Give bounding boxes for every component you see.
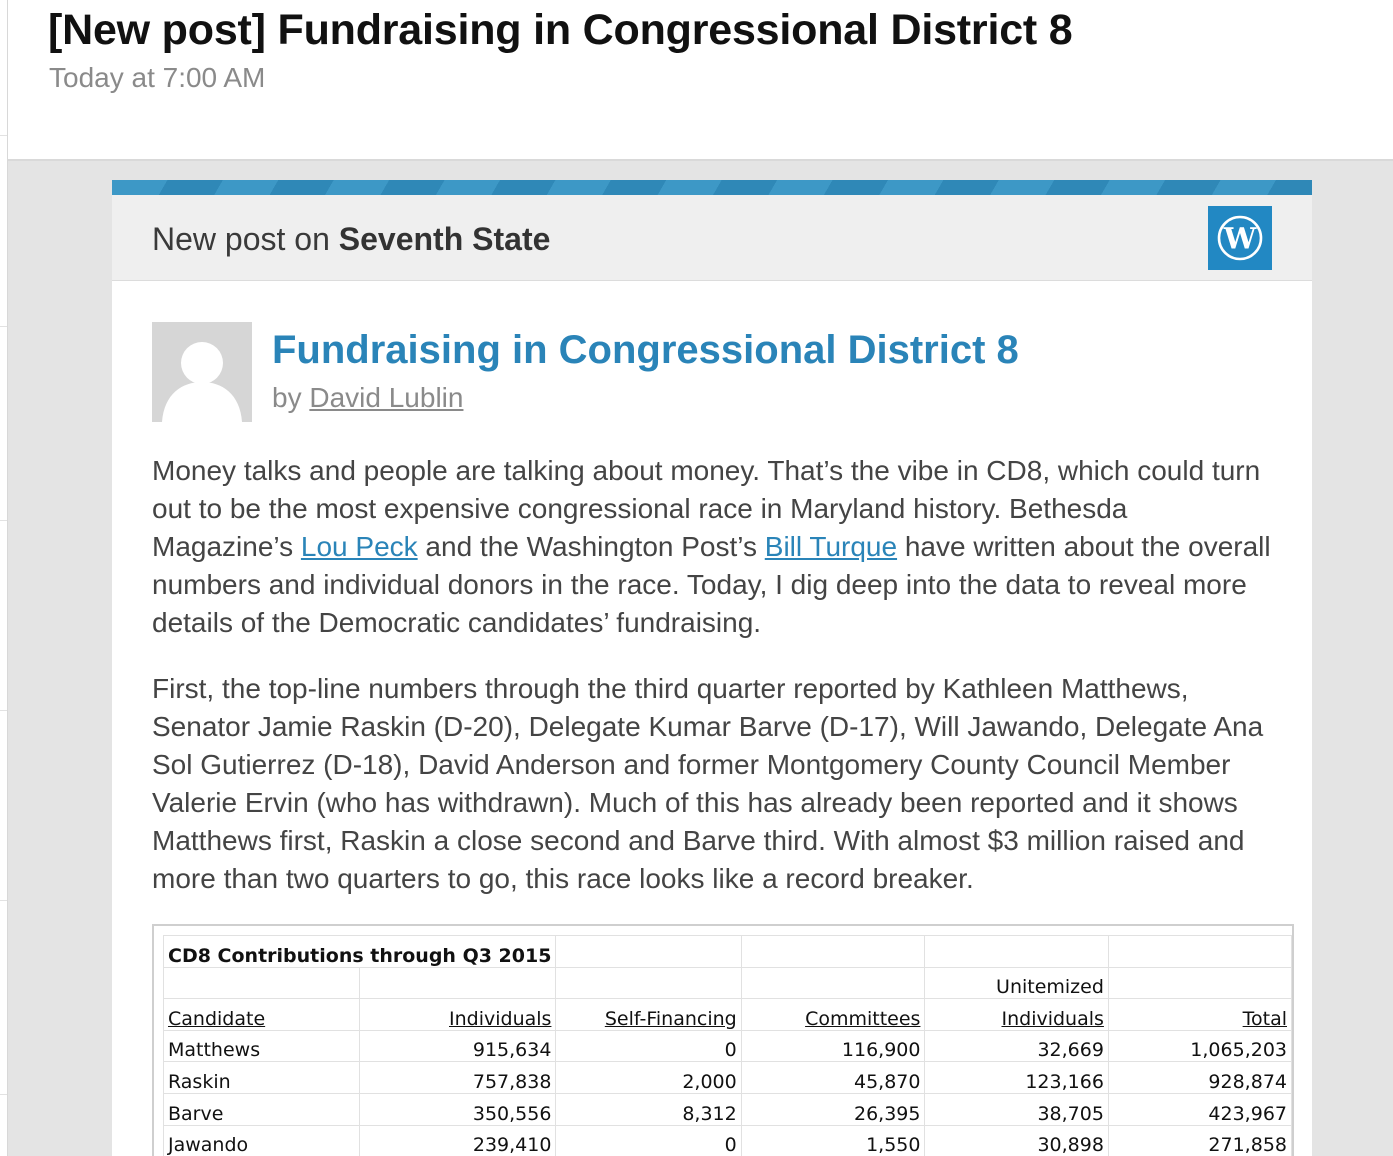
paragraph-text: and the Washington Post’s [417,531,765,562]
table-cell: 423,967 [1108,1093,1291,1125]
post-paragraph-2: First, the top-line numbers through the third quarter reported by Kathleen Matthews, Senator Jamie Raskin (D-20), Delegate Kumar Barve (D-17), Will Jawando, Delegate Ana Sol Gutierrez (D-18), David Anderson and former Montgomery County Council Member Valerie Ervin (who has withdrawn). Much of this has already been reported and it shows Matthews first, Raskin a close second and Barve third. With almost $3 million raised and more than two quarters to go, this race looks like a record breaker. [152,673,1264,894]
column-header: Committees [741,999,925,1031]
column-header: Total [1108,999,1291,1031]
table-cell: 116,900 [741,1030,925,1062]
contributions-table [163,935,1292,1156]
wordpress-glyph [1217,215,1263,261]
table-cell [556,967,741,999]
table-cell: Raskin [164,1062,360,1094]
left-pane-tick [0,900,7,901]
post-byline [272,382,463,414]
table-cell [1108,936,1291,968]
column-header: Individuals [360,999,556,1031]
column-header: Self-Financing [556,999,741,1031]
table-cell: 8,312 [556,1093,741,1125]
table-cell: 26,395 [741,1093,925,1125]
paragraph-text: Money talks and people are talking about money. That’s the vibe in CD8, which could turn out to be the most expensive congressional race in Maryland history. Bethesda Magazine’s [152,455,1261,562]
svg-text:W: W [1223,221,1257,256]
table-cell: 123,166 [925,1062,1108,1094]
table-cell [741,936,925,968]
card-top-stripe [112,180,1312,195]
byline-prefix: by [272,382,310,413]
table-cell: 2,000 [556,1062,741,1094]
table-cell: 30,898 [925,1125,1108,1156]
table-cell: 239,410 [360,1125,556,1156]
left-pane-tick [0,710,7,711]
table-row [164,1093,1292,1125]
left-pane-border [7,0,8,1156]
table-row [164,1030,1292,1062]
contributions-table-image [152,924,1294,1156]
table-cell [164,967,360,999]
notification-text [152,221,550,258]
table-cell: 928,874 [1108,1062,1291,1094]
table-cell [556,936,741,968]
table-cell: 45,870 [741,1062,925,1094]
table-header-row [164,999,1292,1031]
default-user-icon [152,322,252,422]
table-cell: 915,634 [360,1030,556,1062]
table-cell [360,967,556,999]
card-header [112,195,1312,281]
wordpress-logo-icon[interactable] [1208,206,1272,270]
post-paragraph-1 [152,452,1272,642]
notification-prefix: New post on [152,221,339,257]
mail-subject: [New post] Fundraising in Congressional District 8 [48,6,1073,54]
table-cell: Jawando [164,1125,360,1156]
table-row [164,1125,1292,1156]
table-cell: 32,669 [925,1030,1108,1062]
table-cell: Matthews [164,1030,360,1062]
table-cell: 1,065,203 [1108,1030,1291,1062]
table-title-row [164,936,1292,968]
table-cell: 350,556 [360,1093,556,1125]
author-avatar[interactable] [152,322,252,422]
table-cell: 1,550 [741,1125,925,1156]
paragraph-text: have written about the overall numbers and individual donors in the race. Today, I dig deep into the data to reveal more details of the Democratic candidates’ fundraising. [152,531,1271,638]
table-cell: 0 [556,1030,741,1062]
bill-turque-link[interactable]: Bill Turque [764,531,898,562]
table-title: CD8 Contributions through Q3 2015 [164,936,556,968]
post-card [112,180,1312,1156]
table-cell [925,936,1108,968]
table-cell: 757,838 [360,1062,556,1094]
left-pane-tick [0,135,7,136]
author-link[interactable]: David Lublin [309,382,464,413]
post-title[interactable]: Fundraising in Congressional District 8 [272,328,1019,372]
table-header-top-row [164,967,1292,999]
column-header: Individuals [925,999,1108,1031]
left-pane-tick [0,520,7,521]
site-name[interactable]: Seventh State [338,221,551,257]
table-row [164,1062,1292,1094]
column-header: Candidate [164,999,360,1031]
left-pane-tick [0,1094,7,1095]
mail-header [0,0,1393,160]
table-cell: Unitemized [925,967,1108,999]
mail-date: Today at 7:00 AM [49,62,266,93]
left-pane-tick [0,326,7,327]
table-cell: 271,858 [1108,1125,1291,1156]
table-cell: 0 [556,1125,741,1156]
lou-peck-link[interactable]: Lou Peck [300,531,418,562]
table-cell [1108,967,1291,999]
table-cell: 38,705 [925,1093,1108,1125]
table-cell [741,967,925,999]
table-cell: Barve [164,1093,360,1125]
